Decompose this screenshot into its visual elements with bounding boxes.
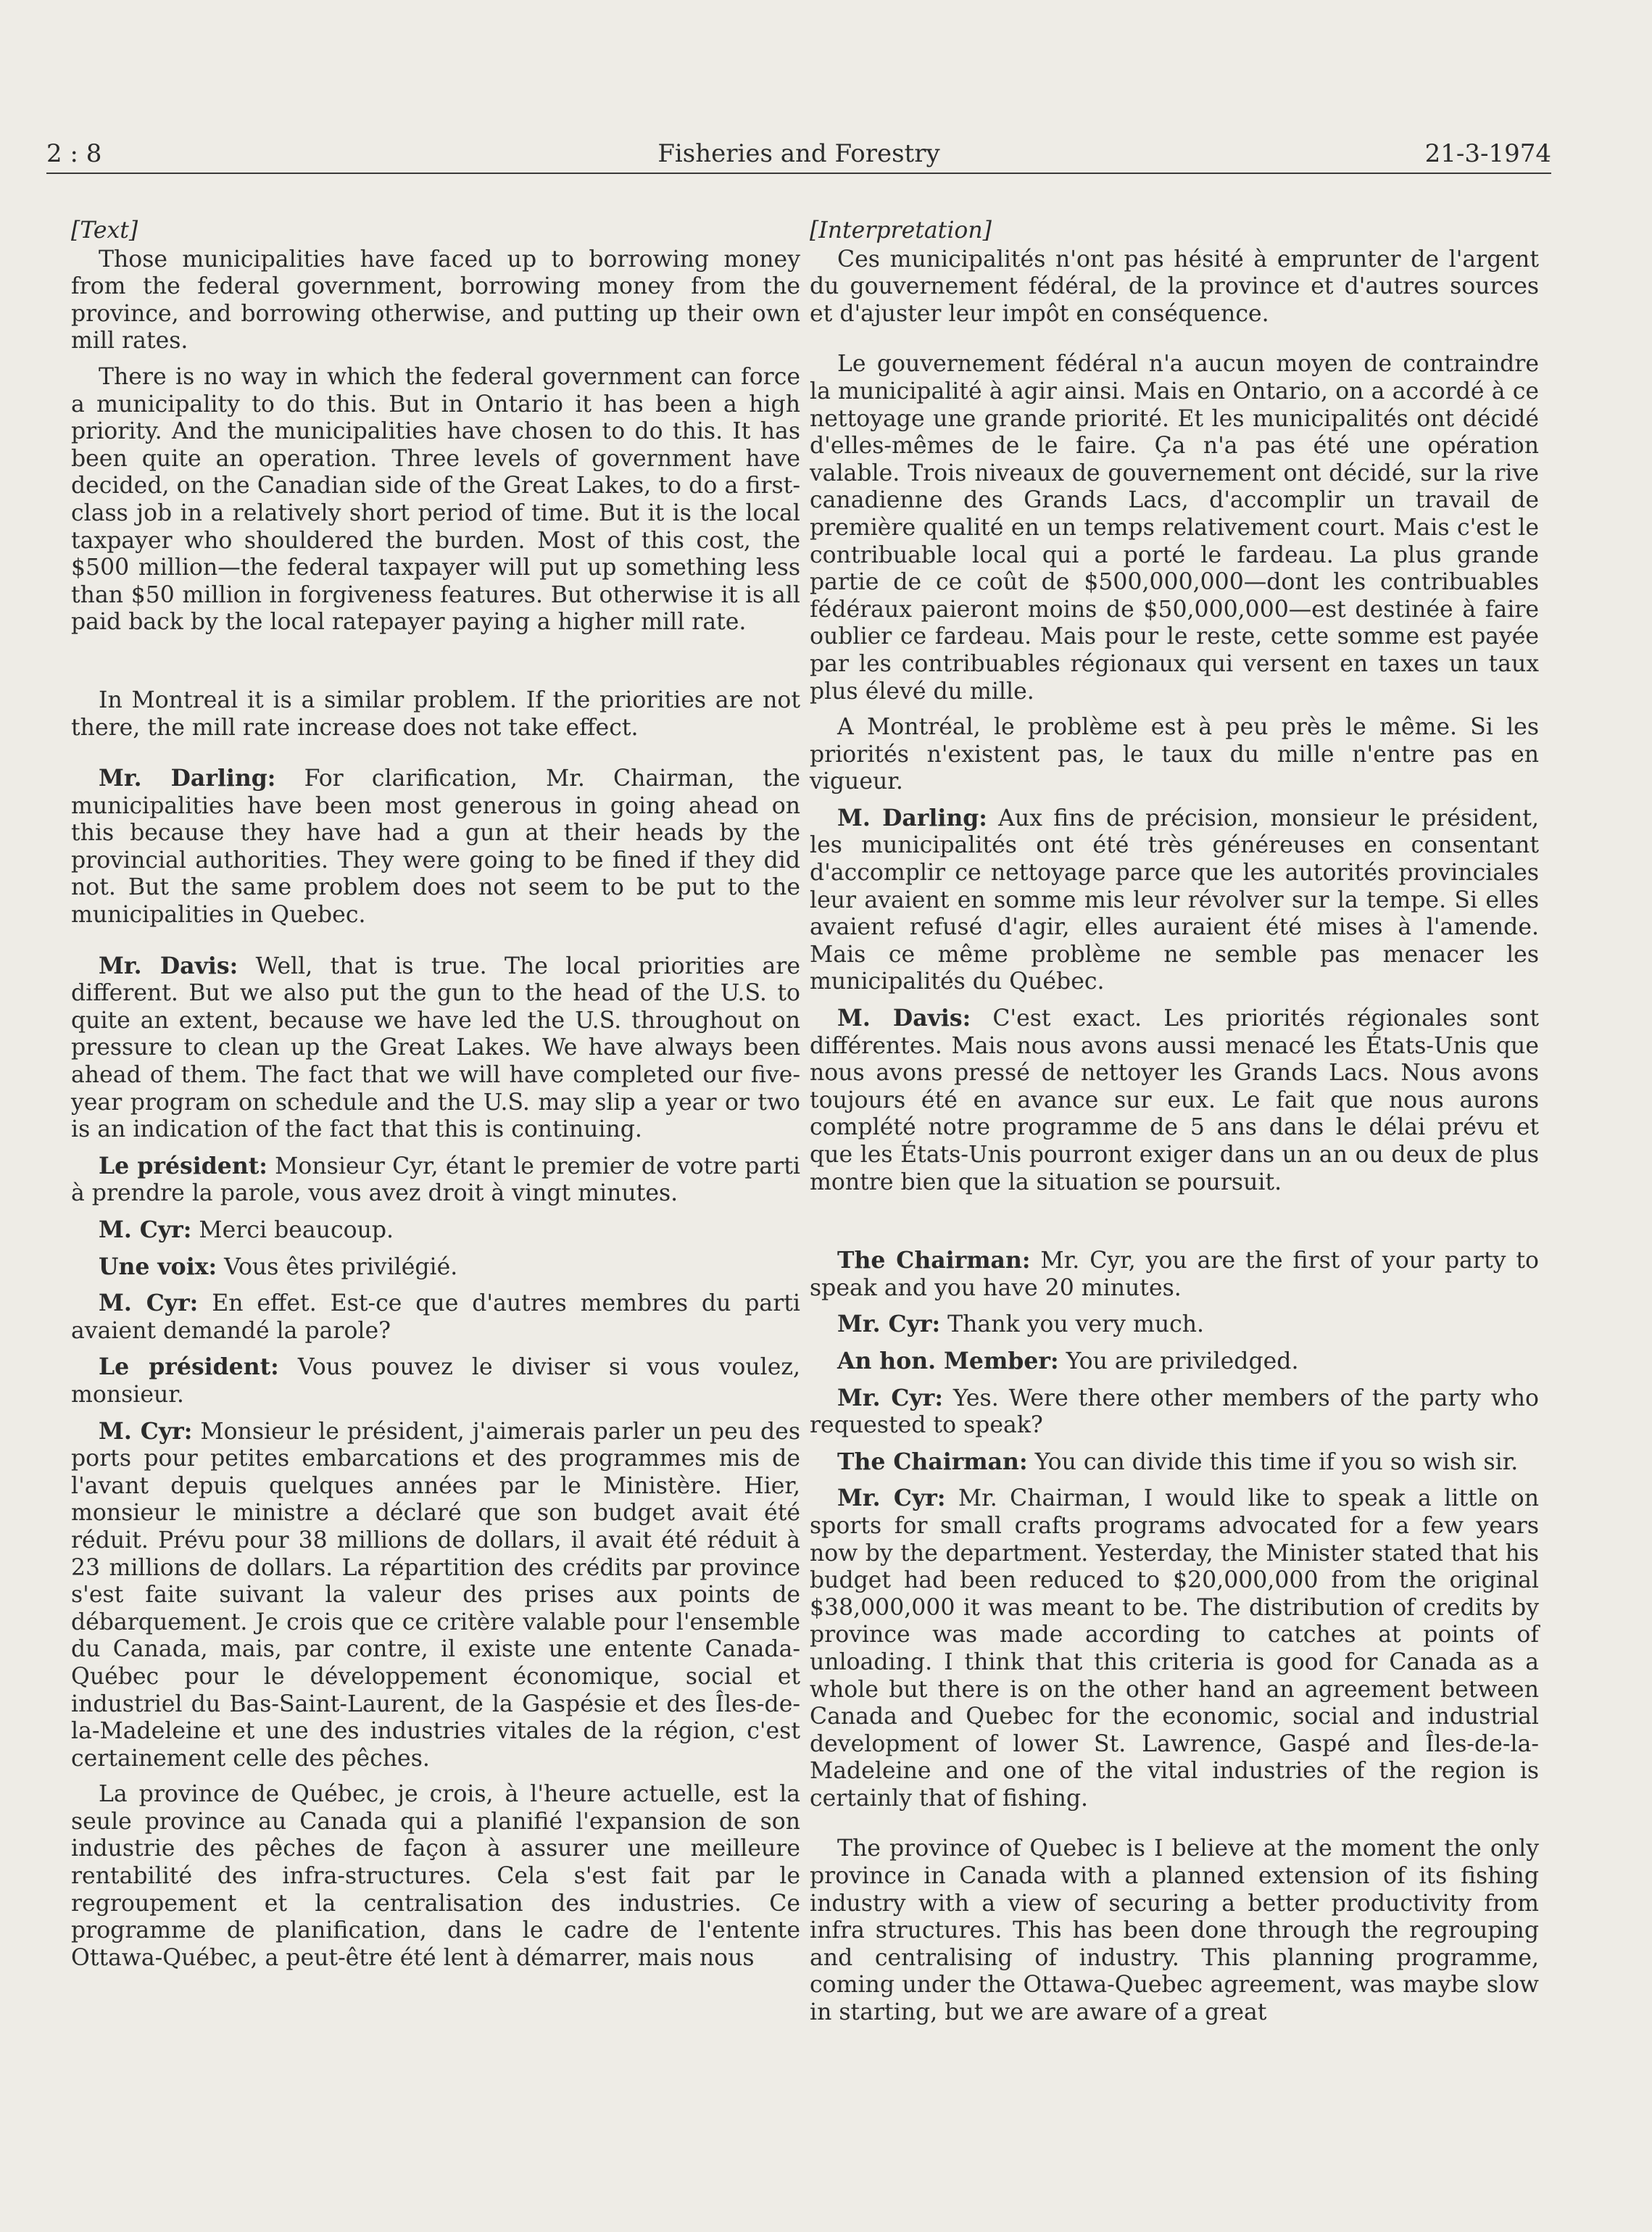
speech-paragraph — [71, 1216, 800, 1245]
speech-text: Merci beaucoup. — [191, 1217, 394, 1243]
speech-text: Monsieur le président, j'aimerais parler un peu des ports pour petites embarcations et des programmes mis de l'avant depuis quelques années par le Ministère. Hier, monsieur le ministre a déclaré que son budget avait été réduit. Prévu pour 38 millions de dollars, il avait été réduit à 23 millions de dollars. La répartition des crédits par province s'est faite suivant la valeur des prises aux points de débarquement. Je crois que ce critère valable pour l'ensemble du Canada, mais, par contre, il existe une entente Canada-Québec pour le développement économique, social et industriel du Bas-Saint-Laurent, de la Gaspésie et des Îles-de-la-Madeleine et une des industries vitales de la région, c'est certainement celle des pêches. — [71, 1418, 800, 1772]
speaker-name: M. Davis: — [837, 1005, 971, 1032]
speech-text: Vous pouvez le diviser si vous voulez, monsieur. — [71, 1354, 800, 1408]
section-tag: [Text] — [71, 217, 138, 244]
speech-paragraph — [810, 1005, 1539, 1196]
speech-text: Mr. Cyr, you are the first of your party to speak and you have 20 minutes. — [810, 1248, 1539, 1301]
speech-text: Thank you very much. — [940, 1311, 1205, 1338]
speaker-name: M. Cyr: — [99, 1417, 193, 1445]
right-column-french — [810, 217, 1539, 2027]
speaker-name: Mr. Davis: — [99, 952, 238, 979]
speech-paragraph — [71, 1153, 800, 1208]
speaker-name: An hon. Member: — [837, 1347, 1059, 1374]
speech-text: C'est exact. Les priorités régionales sont différentes. Mais nous avons aussi menacé les États-Unis que nous avons pressé de nettoyer les Grands Lacs. Nous avons toujours été en avance sur eux. Le fait que nous aurons complété notre programme de 5 ans dans le délai prévu et que les États-Unis pourront exiger dans un an ou deux de plus montre bien que la situation se poursuit. — [810, 1005, 1539, 1195]
speech-text: Mr. Chairman, I would like to speak a little on sports for small crafts programs advocated for a few years now by the department. Yesterday, the Minister stated that his budget had been reduced to $20,000,000 from the original $38,000,000 it was meant to be. The distribution of credits by province was made according to catches at points of unloading. I think that this criteria is good for Canada as a whole but there is on the other hand an agreement between Canada and Quebec for the economic, social and industrial development of lower St. Lawrence, Gaspé and Îles-de-la-Madeleine and one of the vital industries of the region is certainly that of fishing. — [810, 1485, 1540, 1812]
speech-paragraph — [810, 1311, 1539, 1339]
paragraph: Those municipalities have faced up to borrowing money from the federal government, borrowing money from the province, and borrowing otherwise, and putting up their own mill rates. — [71, 246, 800, 354]
page-date: 21-3-1974 — [1424, 139, 1551, 168]
speech-paragraph — [71, 1290, 800, 1345]
speaker-name: Mr. Cyr: — [837, 1384, 943, 1411]
paragraph: Le gouvernement fédéral n'a aucun moyen de contraindre la municipalité à agir ainsi. Mais en Ontario, on a accordé à ce nettoyage une grande priorité. Et les municipalités ont décidé d'elles-mêmes de le faire. Ça n'a pas été une opération valable. Trois niveaux de gouvernement ont décidé, sur la rive canadienne des Grands Lacs, d'accomplir un travail de première qualité en un temps relativement court. Mais c'est le contribuable local qui a porté le fardeau. La plus grande partie de ce coût de $500,000,000—dont les contribuables fédéraux paieront moins de $50,000,000—est destinée à faire oublier ce fardeau. Mais pour le reste, cette somme est payée par les contribuables régionaux qui versent en taxes un taux plus élevé du mille. — [810, 351, 1539, 705]
speech-text: Well, that is true. The local priorities are different. But we also put the gun to the head of the U.S. to quite an extent, because we have led the U.S. throughout on pressure to clean up the Great Lakes. We have always been ahead of them. The fact that we will have completed our five-year program on schedule and the U.S. may slip a year or two is an indication of the fact that this is continuing. — [71, 953, 800, 1143]
speech-paragraph — [71, 953, 800, 1144]
speaker-name: Mr. Darling: — [99, 765, 276, 792]
page-number: 2 : 8 — [46, 139, 102, 168]
speaker-name: Le président: — [99, 1353, 279, 1381]
speech-text: En effet. Est-ce que d'autres membres du parti avaient demandé la parole? — [71, 1290, 800, 1344]
speech-paragraph — [810, 1348, 1539, 1376]
speech-paragraph — [71, 1353, 800, 1409]
speaker-name: Une voix: — [99, 1253, 217, 1280]
speech-text: Vous êtes privilégié. — [217, 1253, 458, 1280]
speech-paragraph — [71, 1418, 800, 1773]
speech-paragraph — [71, 1253, 800, 1282]
speech-paragraph — [810, 1385, 1539, 1440]
speaker-name: The Chairman: — [837, 1448, 1028, 1475]
speech-text: Aux fins de précision, monsieur le président, les municipalités ont été très généreuses en consentant d'accomplir ce nettoyage parce que les autorités provinciales leur avaient en somme mis leur révolver sur la tempe. Si elles avaient refusé d'agir, elles auraient été mises à l'amende. Mais ce même problème ne semble pas menacer les municipalités du Québec. — [810, 805, 1539, 995]
paragraph: La province de Québec, je crois, à l'heure actuelle, est la seule province au Canada qui a planifié l'expansion de son industrie des pêches de façon à assurer une meilleure rentabilité des infra-structures. Cela s'est fait par le regroupement et la centralisation des industries. Ce programme de planification, dans le cadre de l'entente Ottawa-Québec, a peut-être été lent à démarrer, mais nous — [71, 1781, 800, 1971]
speaker-name: M. Cyr: — [99, 1216, 192, 1243]
paragraph: In Montreal it is a similar problem. If the priorities are not there, the mill rate increase does not take effect. — [71, 686, 800, 741]
speech-text: Monsieur Cyr, étant le premier de votre parti à prendre la parole, vous avez droit à vingt minutes. — [71, 1153, 800, 1207]
page-header — [46, 135, 1551, 174]
speaker-name: Mr. Cyr: — [837, 1311, 941, 1338]
section-tag: [Interpretation] — [810, 217, 992, 244]
speaker-name: The Chairman: — [837, 1247, 1031, 1274]
left-column-english — [71, 217, 800, 1972]
paragraph: The province of Quebec is I believe at the moment the only province in Canada with a planned extension of its fishing industry with a view of securing a better productivity from infra structures. This has been done through the regrouping and centralising of industry. This planning programme, coming under the Ottawa-Quebec agreement, was maybe slow in starting, but we are aware of a great — [810, 1835, 1539, 2026]
speech-text: You can divide this time if you so wish sir. — [1027, 1448, 1519, 1475]
speech-paragraph — [810, 1448, 1539, 1477]
speaker-name: M. Cyr: — [99, 1290, 199, 1317]
speech-text: Yes. Were there other members of the party who requested to speak? — [810, 1385, 1539, 1439]
paragraph: A Montréal, le problème est à peu près le même. Si les priorités n'existent pas, le taux du mille n'entre pas en vigueur. — [810, 714, 1539, 795]
speech-text: You are priviledged. — [1058, 1348, 1299, 1374]
speaker-name: Mr. Cyr: — [837, 1485, 946, 1512]
speaker-name: Le président: — [99, 1152, 267, 1179]
publication-title: Fisheries and Forestry — [657, 139, 940, 168]
speech-paragraph — [71, 765, 800, 929]
speech-paragraph — [810, 805, 1539, 996]
speech-text: For clarification, Mr. Chairman, the municipalities have been most generous in going ahead on this because they have had a gun at their heads by the provincial authorities. They were going to be fined if they did not. But the same problem does not seem to be put to the municipalities in Quebec. — [71, 766, 800, 929]
speech-paragraph — [810, 1247, 1539, 1302]
paragraph: There is no way in which the federal government can force a municipality to do this. But in Ontario it has been a high priority. And the municipalities have chosen to do this. It has been quite an operation. Three levels of government have decided, on the Canadian side of the Great Lakes, to do a first-class job in a relatively short period of time. But it is the local taxpayer who shouldered the burden. Most of this cost, the $500 million—the federal taxpayer will put up something less than $50 million in forgiveness features. But otherwise it is all paid back by the local ratepayer paying a higher mill rate. — [71, 363, 800, 636]
speaker-name: M. Darling: — [837, 804, 987, 831]
speech-paragraph — [810, 1485, 1539, 1812]
paragraph: Ces municipalités n'ont pas hésité à emprunter de l'argent du gouvernement fédéral, de la province et d'autres sources et d'ajuster leur impôt en conséquence. — [810, 246, 1539, 327]
